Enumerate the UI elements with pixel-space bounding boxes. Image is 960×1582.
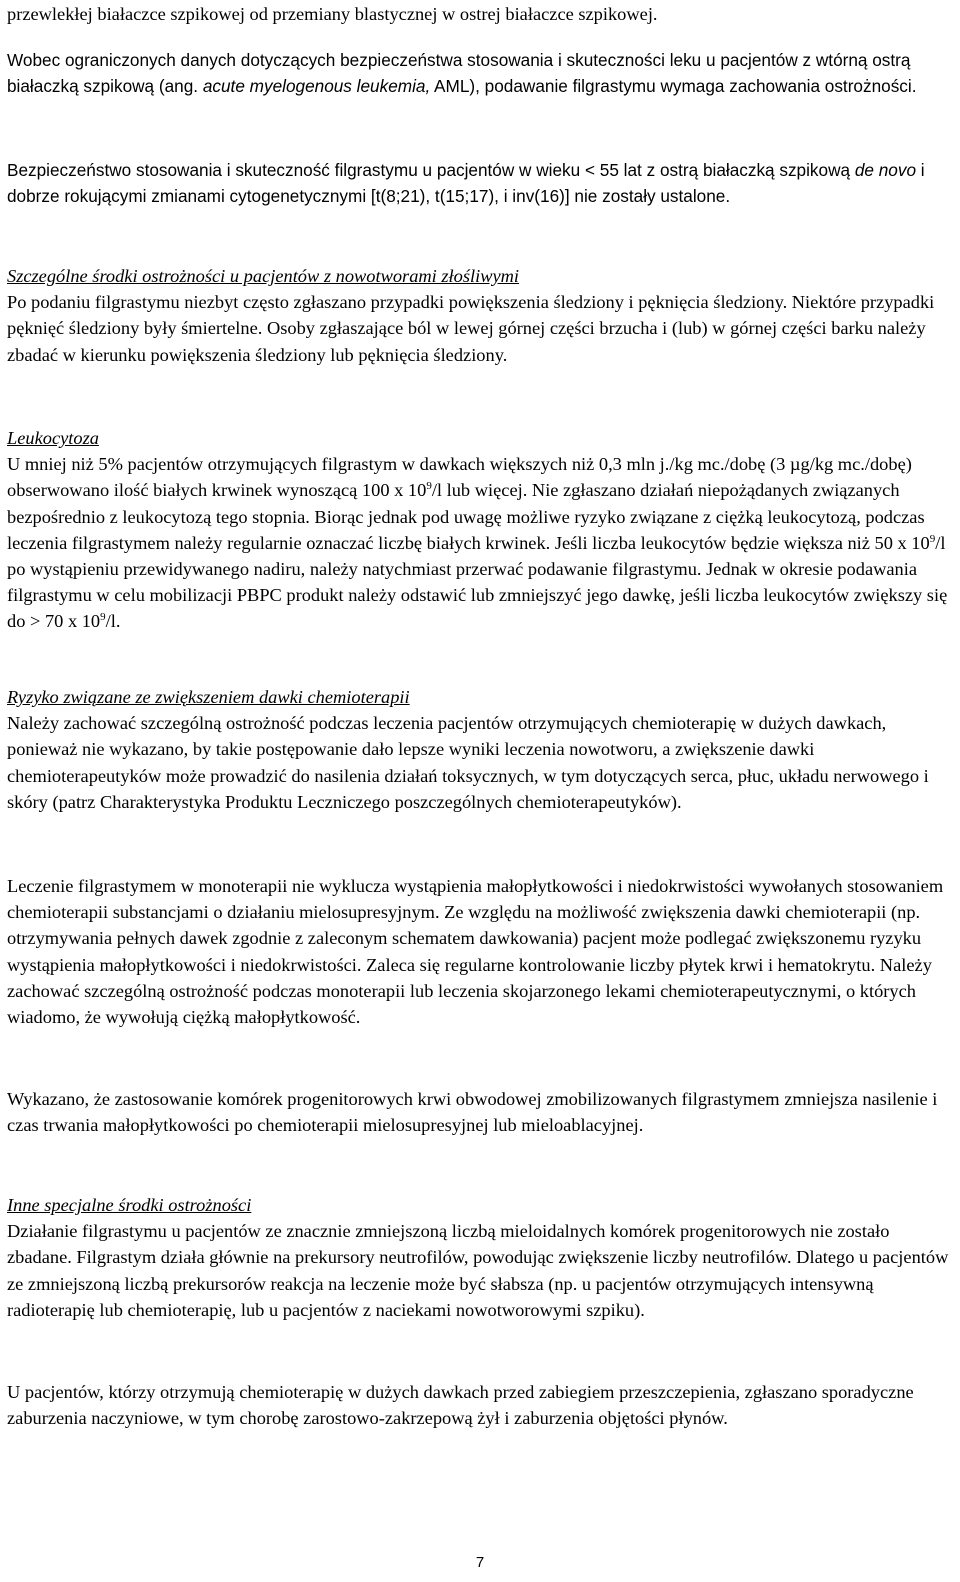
paragraph-text: U mniej niż 5% pacjentów otrzymujących filgrastym w dawkach większych niż 0,3 mln j./kg mc./dobę (3 µg/kg mc./dobę) obserwowano ilość białych krwinek wynoszącą 100 x 10 <box>7 454 912 501</box>
italic-term: de novo <box>854 160 917 180</box>
paragraph-text: Wykazano, że zastosowanie komórek progenitorowych krwi obwodowej zmobilizowanych filgrastymem zmniejsza nasilenie i czas trwania małopłytkowości po chemioterapii mielosupresyjnej lub mieloablacyjnej. <box>7 1089 938 1136</box>
section-heading: Szczególne środki ostrożności u pacjentów z nowotworami złośliwymi <box>7 266 520 286</box>
superscript-exponent: 9 <box>929 532 936 545</box>
section-other-precautions <box>7 1192 953 1323</box>
paragraph-monotherapy <box>7 873 953 1030</box>
page-number: 7 <box>475 1554 485 1571</box>
superscript-exponent: 9 <box>100 611 106 624</box>
paragraph-text: /l lub więcej. Nie zgłaszano działań niepożądanych związanych bezpośrednio z leukocytozą tego stopnia. Biorąc jednak pod uwagę możliwe ryzyko związane z ciężką leukocytozą, podczas leczenia filgrastymem należy regularnie oznaczać liczbę białych krwinek. Jeśli liczba leukocytów będzie większa niż 50 x 10 <box>7 480 930 553</box>
paragraph-transplant <box>7 1379 953 1431</box>
section-leukocytosis <box>7 425 953 635</box>
paragraph-text: /l. <box>105 611 121 632</box>
section-heading: Leukocytoza <box>7 428 99 448</box>
paragraph-text: Działanie filgrastymu u pacjentów ze znacznie zmniejszoną liczbą mieloidalnych komórek progenitorowych nie zostało zbadane. Filgrastym działa głównie na prekursory neutrofilów, powodując zwiększenie liczby neutrofilów. Dlatego u pacjentów ze zmniejszoną liczbą prekursorów reakcja na leczenie może być słabsza (np. u pacjentów otrzymujących intensywną radioterapię lub chemioterapię, lub u pacjentów z naciekami nowotworowymi szpiku). <box>7 1221 949 1320</box>
paragraph-text: Po podaniu filgrastymu niezbyt często zgłaszano przypadki powiększenia śledziony i pęknięcia śledziony. Niektóre przypadki pęknięć śledziony były śmiertelne. Osoby zgłaszające ból w lewej górnej części brzucha i (lub) w górnej części barku należy zbadać w kierunku powiększenia śledziony lub pęknięcia śledziony. <box>7 292 935 365</box>
paragraph-continuation <box>7 1 953 27</box>
section-heading: Ryzyko związane ze zwiększeniem dawki chemioterapii <box>7 687 410 707</box>
paragraph-progenitor-cells <box>7 1086 953 1138</box>
paragraph-aml-caution <box>7 47 953 99</box>
paragraph-text: Bezpieczeństwo stosowania i skuteczność filgrastymu u pacjentów w wieku < 55 lat z ostrą białaczką szpikową <box>7 160 855 180</box>
paragraph-text: /l po wystąpieniu przewidywanego nadiru, należy natychmiast przerwać podawanie filgrastymu. Jednak w okresie podawania filgrastymu w celu mobilizacji PBPC produkt należy odstawić lub zmniejszyć jego dawkę, jeśli liczba leukocytów zwiększy się do > 70 x 10 <box>7 532 948 632</box>
paragraph-text: AML), podawanie filgrastymu wymaga zachowania ostrożności. <box>430 76 917 97</box>
paragraph-text: Należy zachować szczególną ostrożność podczas leczenia pacjentów otrzymujących chemioterapię w dużych dawkach, ponieważ nie wykazano, by takie postępowanie dało lepsze wyniki leczenia nowotworu, a zwiększenie dawki chemioterapeutyków może prowadzić do nasilenia działań toksycznych, w tym dotyczących serca, płuc, układu nerwowego i skóry (patrz Charakterystyka Produktu Leczniczego poszczególnych chemioterapeutyków). <box>7 713 929 812</box>
paragraph-text: Leczenie filgrastymem w monoterapii nie wyklucza wystąpienia małopłytkowości i niedokrwistości wywołanych stosowaniem chemioterapii substancjami o działaniu mielosupresyjnym. Ze względu na możliwość zwiększenia dawki chemioterapii (np. otrzymywania pełnych dawek zgodnie z zaleconym schematem dawkowania) pacjent może podlegać zwiększonemu ryzyku wystąpienia małopłytkowości i niedokrwistości. Zaleca się regularne kontrolowanie liczby płytek krwi i hematokrytu. Należy zachować szczególną ostrożność podczas monoterapii lub leczenia skojarzonego lekami chemioterapeutycznymi, o których wiadomo, że wywołują ciężką małopłytkowość. <box>7 876 944 1028</box>
section-heading: Inne specjalne środki ostrożności <box>7 1195 252 1215</box>
superscript-exponent: 9 <box>426 480 432 493</box>
paragraph-text: i dobrze rokującymi zmianami cytogenetycznymi [t(8;21), t(15;17), i inv(16)] nie zostały ustalone. <box>7 160 925 207</box>
paragraph-text: Wobec ograniczonych danych dotyczących bezpieczeństwa stosowania i skuteczności leku u pacjentów z wtórną ostrą białaczką szpikową (ang. <box>7 50 911 97</box>
section-dose-escalation-risk <box>7 684 953 815</box>
italic-term: acute myelogenous leukemia, <box>202 76 431 97</box>
paragraph-text: przewlekłej białaczce szpikowej od przemiany blastycznej w ostrej białaczce szpikowej. <box>7 4 658 24</box>
section-malignancy-precautions <box>7 263 953 368</box>
paragraph-text: U pacjentów, którzy otrzymują chemioterapię w dużych dawkach przed zabiegiem przeszczepienia, zgłaszano sporadyczne zaburzenia naczyniowe, w tym chorobę zarostowo-zakrzepową żył i zaburzenia objętości płynów. <box>7 1382 914 1429</box>
paragraph-de-novo-aml <box>7 157 953 209</box>
